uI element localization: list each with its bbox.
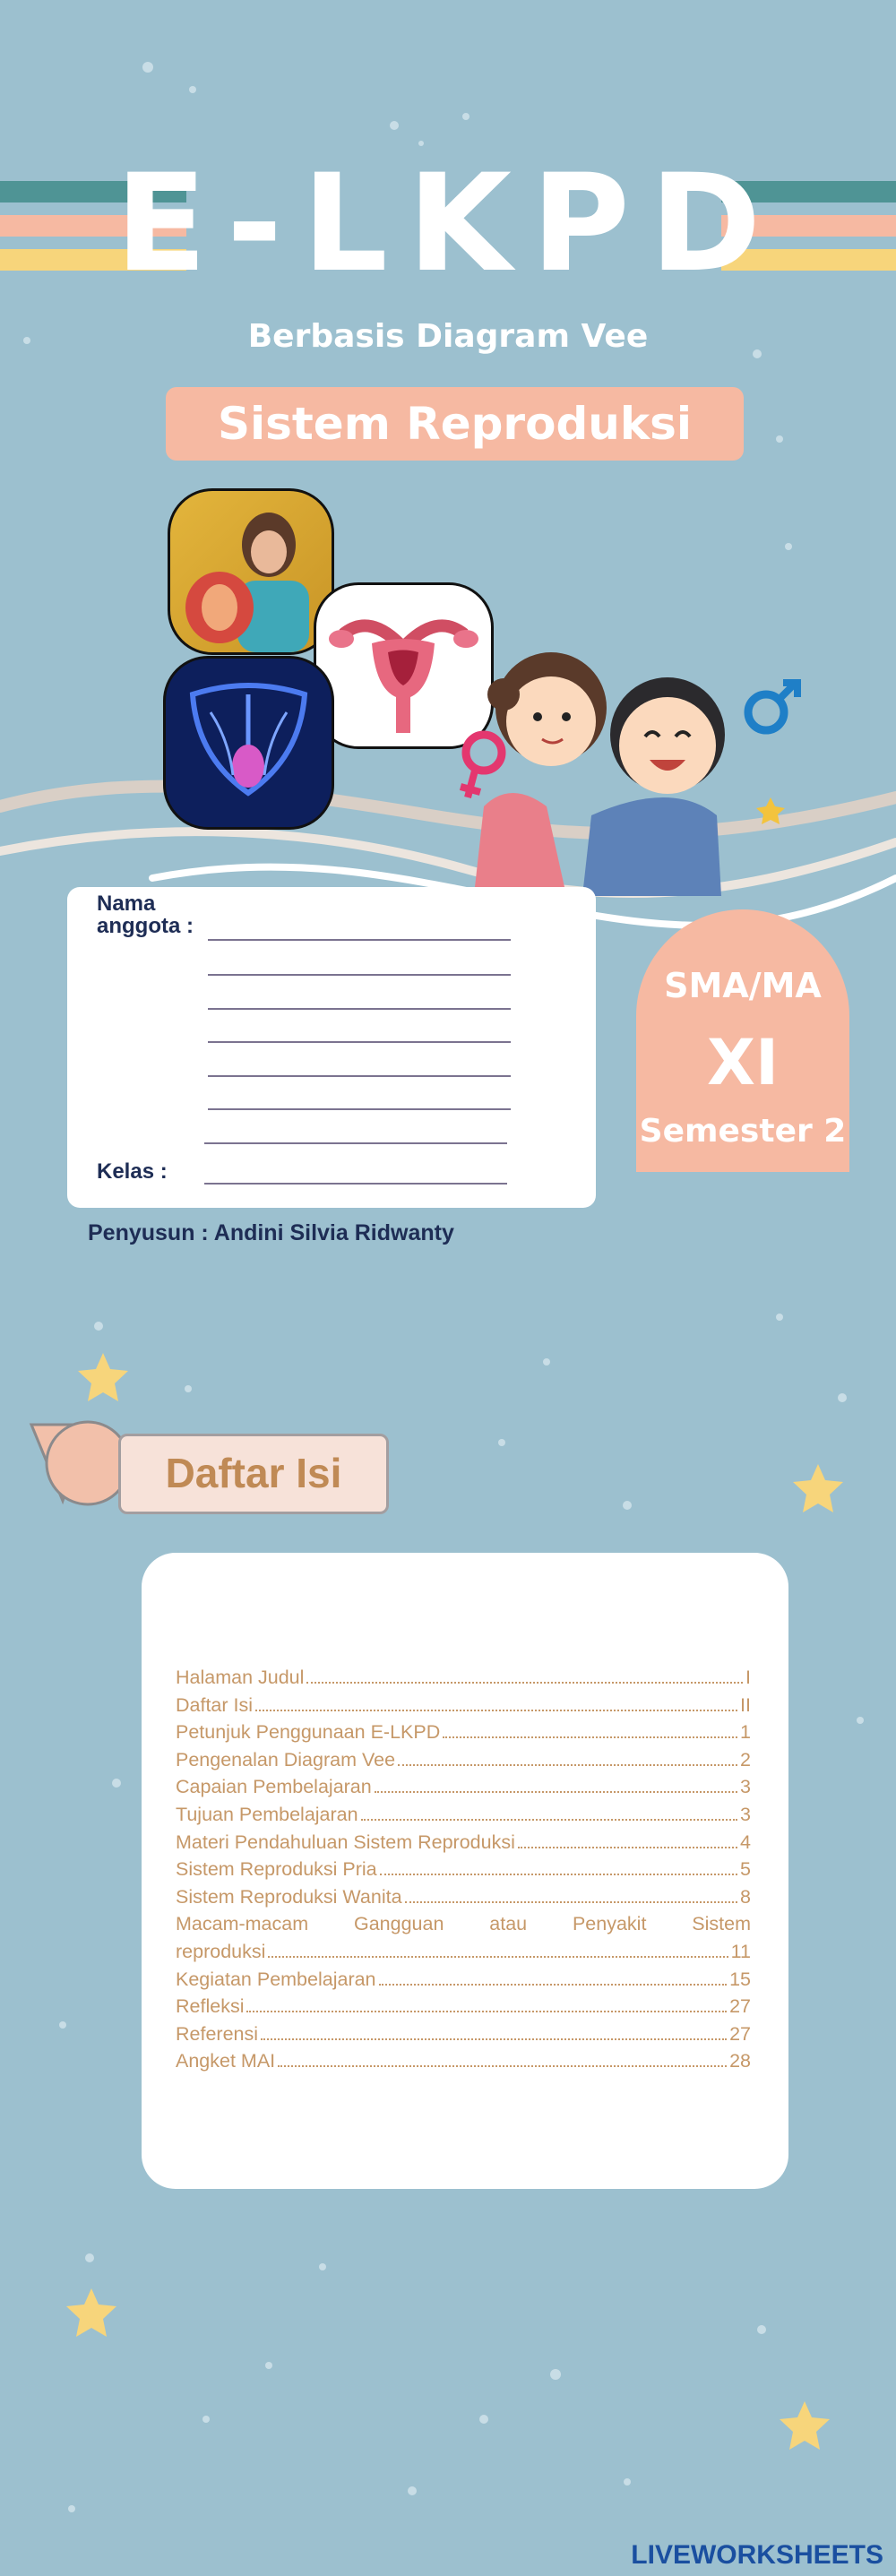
- class-line[interactable]: [204, 1183, 507, 1185]
- toc-word: Penyakit: [572, 1913, 647, 1935]
- toc-item[interactable]: [176, 2046, 751, 2072]
- toc-item-label: Daftar Isi: [176, 1693, 254, 1716]
- toc-item-page: 11: [730, 1941, 751, 1962]
- toc-item-page: 15: [729, 1968, 751, 1990]
- toc-dot-leader: [375, 1791, 737, 1793]
- toc-item-label: Halaman Judul: [176, 1667, 305, 1688]
- toc-item-page: 27: [729, 2022, 751, 2045]
- toc-item-page: 3: [740, 1776, 751, 1798]
- toc-item-label: Refleksi: [176, 1995, 245, 2018]
- toc-dot-leader: [268, 1956, 728, 1958]
- toc-item-label: Tujuan Pembelajaran: [176, 1804, 358, 1825]
- toc-dot-leader: [306, 1682, 743, 1684]
- star-icon: [76, 1351, 130, 1405]
- toc-item-label: Sistem Reproduksi Pria: [176, 1858, 377, 1881]
- main-title: E-LKPD: [115, 146, 781, 302]
- anatomy-photo: [163, 656, 334, 830]
- teacher-icon: [170, 491, 332, 652]
- toc-item[interactable]: [176, 1662, 751, 1689]
- students-illustration: [448, 627, 806, 905]
- star-icon: [778, 2399, 831, 2453]
- model-photo: [168, 488, 334, 655]
- toc-item[interactable]: [176, 2019, 751, 2046]
- toc-dot-leader: [380, 1874, 737, 1875]
- grade: XI: [706, 1026, 779, 1099]
- class-label: Kelas :: [97, 1159, 168, 1184]
- toc-item-label: Capaian Pembelajaran: [176, 1776, 372, 1798]
- toc-item-page: 27: [729, 1995, 751, 2018]
- toc-item-page: 2: [740, 1748, 751, 1770]
- toc-item-label: Kegiatan Pembelajaran: [176, 1968, 376, 1990]
- star-icon: [65, 2287, 118, 2340]
- toc-item-label: Petunjuk Penggunaan E-LKPD: [176, 1721, 441, 1744]
- toc-item-page: 28: [729, 2050, 751, 2072]
- toc-item-label: Sistem Reproduksi Wanita: [176, 1885, 402, 1908]
- toc-item[interactable]: [176, 1882, 751, 1908]
- toc-item-label: Angket MAI: [176, 2050, 276, 2072]
- toc-item[interactable]: [176, 1936, 751, 1963]
- name-label: Nama: [97, 892, 156, 916]
- toc-dot-leader: [246, 2011, 727, 2012]
- toc-dot-leader: [255, 1710, 737, 1711]
- toc-item-label: reproduksi: [176, 1941, 266, 1962]
- subtitle: Berbasis Diagram Vee: [247, 318, 649, 355]
- toc-item-page: II: [740, 1693, 751, 1716]
- toc-dot-leader: [518, 1847, 737, 1848]
- toc-item-label: Materi Pendahuluan Sistem Reproduksi: [176, 1831, 515, 1853]
- members-label: anggota :: [97, 914, 194, 938]
- name-line-4[interactable]: [208, 1041, 511, 1043]
- name-line-5[interactable]: [208, 1075, 511, 1077]
- female-symbol-icon: [461, 735, 502, 797]
- toc-dot-leader: [398, 1764, 737, 1766]
- toc-item-page: I: [745, 1667, 751, 1688]
- toc-item[interactable]: [176, 1717, 751, 1744]
- name-line-7[interactable]: [204, 1142, 507, 1144]
- toc-dot-leader: [379, 1984, 728, 1986]
- toc-dot-leader: [278, 2065, 727, 2067]
- toc-item-page: 4: [740, 1831, 751, 1853]
- toc-word: Macam-macam: [176, 1913, 309, 1935]
- toc-dot-leader: [361, 1819, 737, 1821]
- toc-item[interactable]: [176, 1690, 751, 1717]
- toc-item-label: Pengenalan Diagram Vee: [176, 1748, 396, 1770]
- toc-item-label: Referensi: [176, 2022, 259, 2045]
- star-icon: [791, 1462, 845, 1516]
- toc-item[interactable]: [176, 1799, 751, 1826]
- school-level: SMA/MA: [664, 966, 822, 1005]
- toc-item[interactable]: [176, 1827, 751, 1854]
- toc-word: Sistem: [692, 1913, 751, 1935]
- pelvis-xray-icon: [166, 659, 332, 827]
- topic-title: Sistem Reproduksi: [218, 398, 692, 450]
- name-line-3[interactable]: [208, 1008, 511, 1010]
- name-line-6[interactable]: [208, 1108, 511, 1110]
- toc-word: Gangguan: [353, 1913, 444, 1935]
- toc-item[interactable]: [176, 1908, 751, 1935]
- toc-dot-leader: [443, 1736, 737, 1738]
- toc-word: atau: [489, 1913, 528, 1935]
- semester: Semester 2: [639, 1113, 847, 1150]
- male-symbol-icon: [748, 683, 797, 730]
- toc-item[interactable]: [176, 1964, 751, 1991]
- name-line-1[interactable]: [208, 939, 511, 941]
- toc-dot-leader: [261, 2038, 727, 2040]
- author: Penyusun : Andini Silvia Ridwanty: [88, 1220, 454, 1245]
- toc-title: Daftar Isi: [165, 1450, 342, 1496]
- toc-item-label: [176, 1913, 751, 1935]
- toc-item-page: 5: [740, 1858, 751, 1881]
- toc-item[interactable]: [176, 1854, 751, 1881]
- toc-dot-leader: [405, 1901, 738, 1903]
- name-line-2[interactable]: [208, 974, 511, 976]
- toc-item[interactable]: [176, 1771, 751, 1798]
- toc-item-page: 1: [740, 1721, 751, 1744]
- liveworksheets-logo[interactable]: LIVEWORKSHEETS: [631, 2540, 883, 2570]
- toc-item[interactable]: [176, 1991, 751, 2018]
- toc-item-page: 3: [740, 1804, 751, 1825]
- toc-item-page: 8: [740, 1885, 751, 1908]
- toc-item[interactable]: [176, 1745, 751, 1771]
